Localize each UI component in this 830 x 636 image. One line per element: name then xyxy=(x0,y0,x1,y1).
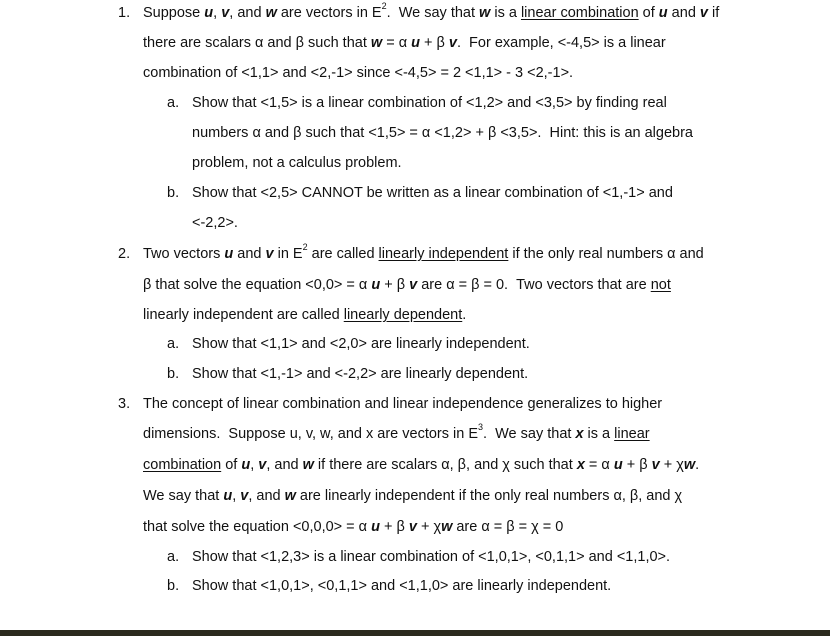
q2-line-2: β that solve the equation <0,0> = α u + β v are α = β = 0. Two vectors that are not xyxy=(143,277,671,293)
q3b-line-1: Show that <1,0,1>, <0,1,1> and <1,1,0> are linearly independent. xyxy=(192,578,612,594)
q3-line-2: dimensions. Suppose u, v, w, and x are vectors in $E^3$. We say that x is a linear xyxy=(143,422,650,442)
q2a-line-1: Show that <1,1> and <2,0> are linearly independent. xyxy=(192,336,530,352)
q3b-letter: b. xyxy=(167,578,180,594)
q3a-letter: a. xyxy=(167,549,180,565)
q2-number: 2. xyxy=(118,246,131,262)
q1a-letter: a. xyxy=(167,95,180,111)
q1-line-2: there are scalars α and β such that w = α u + β v. For example, <-4,5> is a linear xyxy=(143,35,666,51)
q2a-letter: a. xyxy=(167,336,180,352)
q3-number: 3. xyxy=(118,396,131,412)
q1-number: 1. xyxy=(118,5,131,21)
q3-line-3: combination of u, v, and w if there are scalars α, β, and χ such that x = α u + β v + χw. xyxy=(143,457,700,473)
q1-line-1: Suppose u, v, and w are vectors in $E^2$. We say that w is a linear combination of u and v if xyxy=(143,1,720,21)
q2-line-1: Two vectors u and v in $E^2$ are called linearly independent if the only real numbers α and xyxy=(143,242,704,262)
q1a-line-2: numbers α and β such that <1,5> = α <1,2> + β <3,5>. Hint: this is an algebra xyxy=(192,125,693,141)
q1a-line-1: Show that <1,5> is a linear combination of <1,2> and <3,5> by finding real xyxy=(192,95,667,111)
q1b-letter: b. xyxy=(167,185,180,201)
q1b-line-2: <-2,2>. xyxy=(192,215,238,231)
q2b-letter: b. xyxy=(167,366,180,382)
q3-line-5: that solve the equation <0,0,0> = α u + β v + χw are α = β = χ = 0 xyxy=(143,519,564,535)
bottom-edge-bar xyxy=(0,630,830,636)
q3a-line-1: Show that <1,2,3> is a linear combination of <1,0,1>, <0,1,1> and <1,1,0>. xyxy=(192,549,671,565)
q3-line-1: The concept of linear combination and linear independence generalizes to higher xyxy=(143,396,663,412)
q1a-line-3: problem, not a calculus problem. xyxy=(192,155,402,171)
q2b-line-1: Show that <1,-1> and <-2,2> are linearly dependent. xyxy=(192,366,529,382)
q1-line-3: combination of <1,1> and <2,-1> since <-4,5> = 2 <1,1> - 3 <2,-1>. xyxy=(143,65,574,81)
q1b-line-1: Show that <2,5> CANNOT be written as a linear combination of <1,-1> and xyxy=(192,185,673,201)
q3-line-4: We say that u, v, and w are linearly independent if the only real numbers α, β, and χ xyxy=(143,488,683,504)
q2-line-3: linearly independent are called linearly dependent. xyxy=(143,307,467,323)
